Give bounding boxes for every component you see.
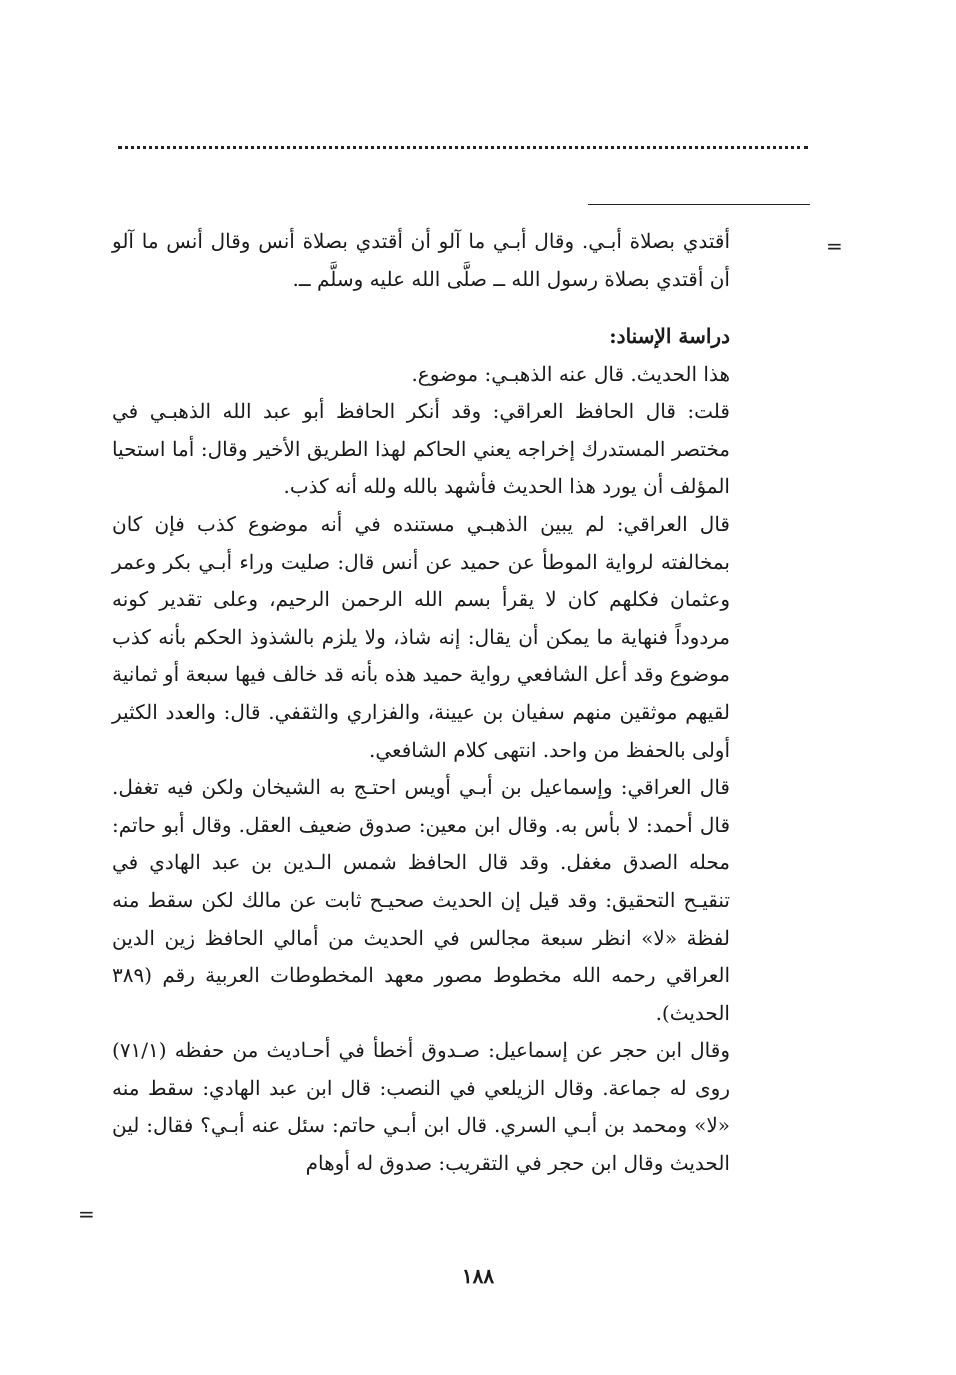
section-heading: دراسة الإسناد: [609, 324, 730, 348]
continuation-mark-bottom: = [78, 1202, 95, 1226]
footnote-continuation [112, 222, 730, 298]
footnote-text: أقتدي بصلاة أبـي. وقال أبـي ما آلو أن أقتدي بصلاة أنس وقال أنس ما آلو أن أقتدي بصلاة رسول الله ــ صلَّى الله عليه وسلَّم ــ. [112, 229, 730, 291]
paragraph-1: هذا الحديث. قال عنه الذهبـي: موضوع. [411, 361, 730, 386]
paragraph-2: قلت: قال الحافظ العراقي: وقد أنكر الحافظ أبو عبد الله الذهبـي في مختصر المستدرك إخراجه يعني الحاكم لهذا الطريق الأخير وقال: أما استحيا المؤلف أن يورد هذا الحديث فأشهد بالله ولله أنه كذب. [112, 399, 730, 499]
paragraph-5: وقال ابن حجر عن إسماعيل: صـدوق أخطأ في أحـاديث من حفظه (٧١/١) روى له جماعة. وقال الزيلعي في النصب: قال ابن عبد الهادي: سقط منه «لا» ومحمد بن أبـي السري. قال ابن أبـي حاتم: سئل عنه أبـي؟ فقال: لين الحديث وقال ابن حجر في التقريب: صدوق له أوهام [112, 1038, 730, 1176]
continuation-mark-top: = [826, 234, 843, 258]
dotted-separator [118, 146, 808, 149]
paragraph-4: قال العراقي: وإسماعيل بن أبـي أويس احتـج به الشيخان ولكن فيه تغفل. قال أحمد: لا بأس به. وقال ابن معين: صدوق ضعيف العقل. وقال أبو حاتم: محله الصدق مغفل. وقد قال الحافظ شمس الـدين بن عبد الهادي في تنقيـح التحقيق: وقد قيل إن الحديث صحيـح ثابت عن مالك لكن سقط منه لفظة «لا» انظر سبعة مجالس في الحديث من أمالي الحافظ زين الدين العراقي رحمه الله مخطوط مصور معهد المخطوطات العربية رقم (٣٨٩ الحديث). [112, 775, 730, 1025]
page-number: ١٨٨ [461, 1264, 495, 1288]
footnote-rule [588, 204, 810, 205]
paragraph-3: قال العراقي: لم يبين الذهبـي مستنده في أنه موضوع كذب فإن كان بمخالفته لرواية الموطأ عن حميد عن أنس قال: صليت وراء أبـي بكر وعمر وعثمان فكلهم كان لا يقرأ بسم الله الرحمن الرحيم، وعلى تقدير كونه مردوداً فنهاية ما يمكن أن يقال: إنه شاذ، ولا يلزم بالشذوذ الحكم بأنه كذب موضوع وقد أعل الشافعي رواية حميد هذه بأنه قد خالف فيها سبعة أو ثمانية لقيهم موثقين منهم سفيان بن عيينة، والفزاري والثقفي. قال: والعدد الكثير أولى بالحفظ من واحد. انتهى كلام الشافعي. [112, 511, 730, 762]
main-text [112, 318, 730, 1183]
